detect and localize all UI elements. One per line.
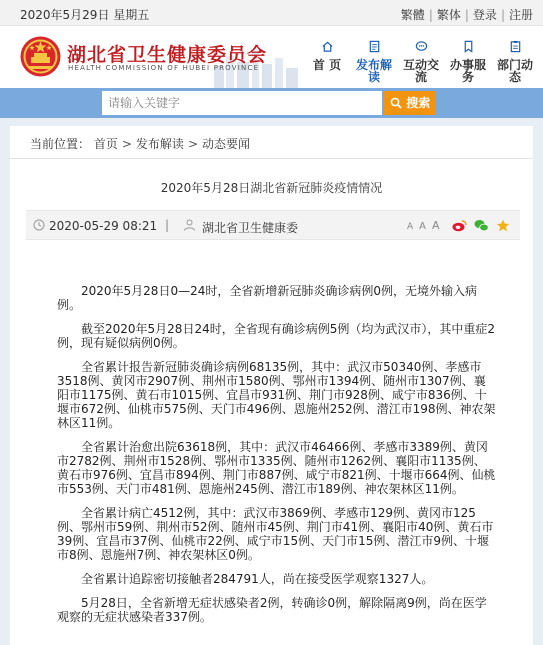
search-button-label: 搜索	[406, 96, 431, 110]
nav-item-interaction[interactable]	[398, 26, 444, 88]
nav-item-department-news[interactable]	[492, 26, 538, 88]
clock-icon	[33, 219, 45, 231]
bookmark-icon	[462, 40, 475, 53]
article-paragraph: 全省累计报告新冠肺炎确诊病例68135例，其中：武汉市50340例、孝感市3518例、黄冈市2907例、荆州市1580例、鄂州市1394例、随州市1307例、襄阳市1175例、黄石市1015例、宜昌市931例、荆门市928例、咸宁市836例、十堰市672例、仙桃市575例、天门市496例、恩施州252例、潜江市198例、神农架林区11例。	[57, 360, 496, 430]
source-icon	[183, 219, 196, 231]
nav-item-home[interactable]	[304, 26, 350, 88]
article-tools	[407, 218, 510, 232]
nav-label-release-interpretation: 发布解读	[355, 58, 392, 84]
article-body	[57, 284, 497, 634]
nav-label-interaction: 互动交流	[402, 58, 439, 84]
article-source: 湖北省卫生健康委	[202, 221, 299, 235]
search-input[interactable]: 请输入关键字	[102, 91, 382, 115]
home-icon	[321, 40, 334, 53]
breadcrumb-home[interactable]: 首页	[93, 137, 118, 151]
nav-label-services: 办事服务	[449, 58, 486, 84]
content-panel	[10, 126, 533, 645]
breadcrumb: 当前位置： 首页 > 发布解读 > 动态要闻	[30, 137, 251, 151]
article-paragraph: 全省累计病亡4512例，其中：武汉市3869例、孝感市129例、黄冈市125例、鄂州市59例、荆州市52例、随州市45例、荆门市41例、襄阳市40例、黄石市39例、宜昌市37例、仙桃市22例、咸宁市15例、天门市15例、潜江市9例、十堰市8例、恩施州7例、神农架林区0例。	[57, 506, 494, 562]
simplified-chinese-link[interactable]: 繁体	[436, 8, 461, 22]
register-link[interactable]: 注册	[508, 8, 533, 22]
wechat-share-icon[interactable]	[474, 219, 489, 232]
nav-label-department-news: 部门动态	[496, 58, 533, 84]
divider	[10, 158, 533, 159]
weibo-share-icon[interactable]	[452, 219, 467, 232]
site-subtitle: HEALTH COMMISSION OF HUBEI PROVINCE	[68, 64, 260, 72]
login-link[interactable]: 登录	[472, 8, 497, 22]
breadcrumb-release-interpretation[interactable]: 发布解读	[135, 137, 184, 151]
font-size-medium-button[interactable]: A	[419, 221, 426, 232]
site-header	[0, 26, 543, 88]
chat-icon	[415, 40, 428, 53]
article-paragraph: 5月28日，全省新增无症状感染者2例，转确诊0例，解除隔离9例，尚在医学观察的无症状感染者337例。	[57, 596, 487, 624]
nav-item-release-interpretation[interactable]	[351, 26, 397, 88]
article-paragraph: 全省累计追踪密切接触者284791人，尚在接受医学观察1327人。	[81, 572, 434, 586]
national-emblem-logo[interactable]	[19, 35, 62, 78]
article-meta-bar: 2020-05-29 08:21 | 湖北省卫生健康委 A A A	[26, 210, 520, 240]
article-paragraph: 全省累计治愈出院63618例，其中：武汉市46466例、孝感市3389例、黄冈市2782例、荆州市1528例、鄂州市1335例、随州市1262例、襄阳市1135例、黄石市976例、宜昌市894例、荆门市887例、咸宁市821例、十堰市664例、仙桃市553例、天门市481例、恩施州245例、潜江市189例、神农架林区11例。	[57, 440, 496, 496]
main-nav	[304, 26, 540, 88]
traditional-chinese-link[interactable]: 繁體	[400, 8, 425, 22]
top-bar	[0, 0, 543, 26]
article-paragraph: 2020年5月28日0—24时，全省新增新冠肺炎确诊病例0例，无境外输入病例。	[57, 284, 477, 312]
font-size-large-button[interactable]: A	[431, 219, 440, 232]
document-icon	[368, 40, 381, 53]
clipboard-icon	[509, 40, 522, 53]
search-icon	[390, 97, 402, 109]
breadcrumb-news[interactable]: 动态要闻	[202, 137, 251, 151]
current-date: 2020年5月29日 星期五	[20, 8, 150, 22]
font-size-small-button[interactable]: A	[406, 222, 414, 232]
site-title[interactable]: 湖北省卫生健康委员会	[67, 44, 268, 66]
search-bar	[0, 88, 543, 118]
top-links: 繁體 | 繁体 | 登录 | 注册	[400, 8, 533, 22]
breadcrumb-prefix: 当前位置：	[30, 137, 91, 151]
nav-label-home: 首 页	[312, 58, 342, 72]
nav-item-services[interactable]	[445, 26, 491, 88]
article-title: 2020年5月28日湖北省新冠肺炎疫情情况	[160, 181, 383, 195]
favorite-star-icon[interactable]	[496, 219, 510, 232]
publish-date: 2020-05-29 08:21	[49, 219, 158, 233]
article-paragraph: 截至2020年5月28日24时，全省现有确诊病例5例（均为武汉市），其中重症2例，现有疑似病例0例。	[57, 322, 495, 350]
search-button[interactable]	[384, 91, 436, 115]
